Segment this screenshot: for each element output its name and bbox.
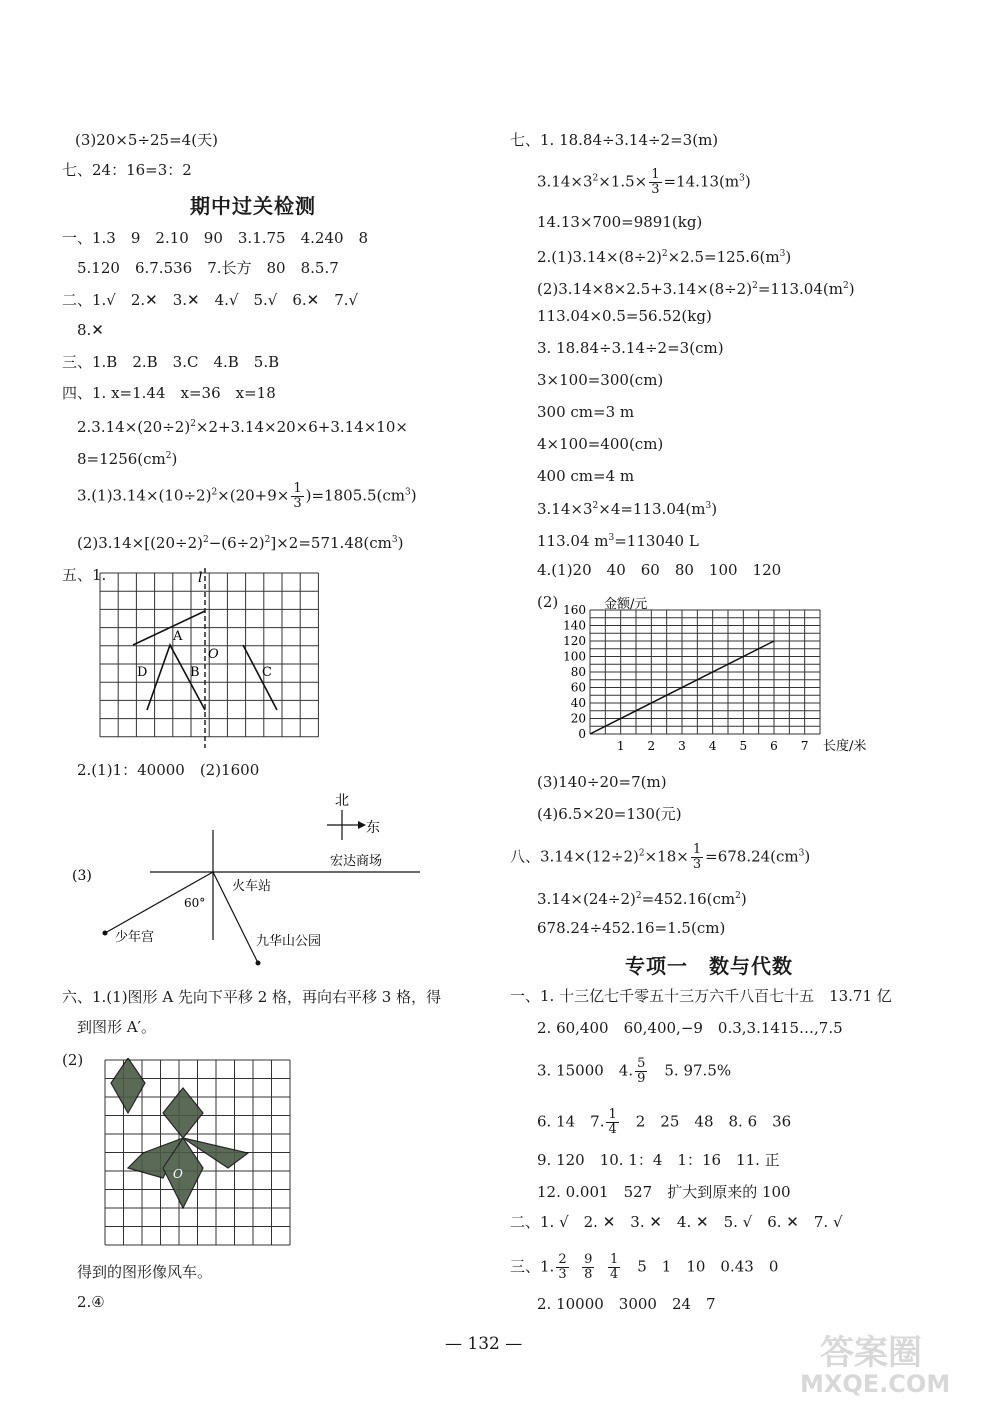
x-axis-label: 长度/米: [823, 739, 867, 754]
answer-line: 3. 18.84÷3.14÷2=3(cm): [537, 339, 724, 357]
symmetry-grid-figure: [95, 568, 340, 748]
answer-line: 300 cm=3 m: [537, 403, 635, 421]
answer-line: 得到的图形像风车。: [77, 1263, 213, 1281]
y-tick-label: 140: [563, 618, 586, 633]
answer-line: 一、1. 十三亿七千零五十三万六千八百七十五 13.71 亿: [510, 987, 892, 1005]
answer-line: 113.04 $m^3=113040$ L: [537, 532, 699, 550]
answer-line: 2. 60,400 60,400,−9 0.3,3.1415…,7.5: [537, 1019, 843, 1037]
answer-line: 3. 15000 4. $\frac{5}{9}$ 5. 97.5%: [537, 1056, 732, 1086]
x-tick-label: 3: [678, 739, 686, 753]
fraction: $\frac{1}{3}$: [692, 842, 702, 872]
answer-line: 七、1. 18.84÷3.14÷2=3(m): [510, 131, 719, 149]
fraction: $\frac{5}{9}$: [637, 1056, 646, 1086]
y-tick-label: 20: [570, 711, 586, 726]
east-arrow-icon: [358, 821, 366, 829]
answer-line: 二、1. √ 2. ✕ 3. ✕ 4. ✕ 5. √ 6. ✕ 7. √: [510, 1213, 843, 1231]
answer-line: 六、1.(1)图形 A 先向下平移 2 格，再向右平移 3 格，得: [62, 988, 442, 1006]
label-o: O: [208, 647, 219, 662]
answer-line: 14.13×700=9891(kg): [537, 213, 703, 231]
question-label: (3): [72, 868, 92, 884]
answer-line: $3.14\times(24\div 2)^2=452.16(cm^2)$: [537, 890, 747, 908]
east-label: 东: [366, 820, 380, 836]
answer-line: $3.(1)3.14\times(10\div 2)^2\times(20+9\times$ $\frac{1}{3}$ )$=1805.5(cm^3)$: [77, 481, 417, 511]
answer-line: 678.24÷452.16=1.5(cm): [537, 919, 726, 937]
label-c: C: [262, 665, 272, 680]
windmill-grid-figure: [103, 1058, 293, 1248]
watermark-url: MXQE.COM: [800, 1370, 951, 1398]
y-tick-label: 160: [563, 603, 586, 617]
line-chart: [555, 596, 875, 756]
answer-line: (3)20×5÷25=4(天): [75, 131, 218, 149]
fraction: $\frac{1}{3}$: [293, 481, 302, 511]
direction-map: [60, 785, 460, 975]
youth-palace-label: 少年宫: [115, 930, 155, 945]
y-tick-label: 40: [570, 696, 586, 710]
answer-line: 4.(1)20 40 60 80 100 120: [537, 561, 782, 579]
y-tick-label: 60: [570, 680, 586, 695]
section-heading: 专项一 数与代数: [625, 954, 793, 978]
label-o: O: [173, 1167, 183, 1181]
angle-label: 60°: [184, 896, 206, 910]
answer-line: $(2)3.14\times[(20\div 2)^2-(6\div 2)^2]\times 2=571.48(cm^3)$: [77, 534, 404, 552]
y-axis-label: 金额/元: [604, 597, 648, 612]
x-tick-label: 1: [616, 739, 625, 753]
answer-line: 2. 10000 3000 24 7: [537, 1295, 716, 1313]
answer-line: 三、1.B 2.B 3.C 4.B 5.B: [62, 353, 280, 371]
x-tick-label: 7: [800, 739, 809, 753]
fraction: $\frac{2}{3}$: [558, 1252, 567, 1282]
answer-line: 一、1.3 9 2.10 90 3.1.75 4.240 8: [62, 229, 369, 247]
y-tick-label: 80: [570, 665, 586, 679]
y-tick-label: 100: [563, 649, 586, 664]
answer-line: 3×100=300(cm): [537, 371, 664, 389]
answer-line: $3.14\times 3^2\times 1.5\times$ $\frac{1}{3}$ $=14.13(m^3)$: [537, 167, 751, 197]
y-tick-label: 120: [563, 634, 586, 648]
x-tick-label: 4: [708, 739, 717, 753]
north-label: 北: [335, 793, 349, 809]
watermark-logo: 答案圈: [820, 1333, 922, 1373]
answer-line: (4)6.5×20=130(元): [537, 805, 682, 823]
answer-line: (2): [62, 1051, 84, 1069]
answer-line: 113.04×0.5=56.52(kg): [537, 307, 712, 325]
y-tick-label: 0: [578, 727, 586, 741]
answer-line: 到图形 A′。: [77, 1018, 157, 1036]
answer-line: 9. 120 10. 1：4 1：16 11. 正: [537, 1151, 780, 1169]
fraction: $\frac{1}{4}$: [609, 1252, 619, 1282]
answer-line: 4×100=400(cm): [537, 435, 664, 453]
label-b: B: [190, 665, 200, 680]
answer-line: (2): [537, 593, 559, 611]
station-label: 火车站: [232, 879, 272, 894]
answer-line: 8.✕: [77, 321, 104, 339]
answer-line: 四、1. x=1.44 x=36 x=18: [62, 384, 276, 402]
x-tick-label: 2: [647, 739, 656, 753]
answer-line: (3)140÷20=7(m): [537, 773, 667, 791]
answer-line: 八、$3.14\times(12\div 2)^2\times 18\times$ $\frac{1}{3}$ $=678.24(cm^3)$: [510, 842, 811, 872]
answer-line: 三、1. $\frac{2}{3}$ $\frac{9}{8}$ $\frac{1}{4}$ 5 1 10 0.43 0: [510, 1252, 779, 1282]
answer-line: $8=1256(cm^2)$: [77, 450, 178, 468]
answer-line: $2.(1)3.14\times(8\div 2)^2\times 2.5=125.6(m^3)$: [537, 248, 792, 266]
x-tick-label: 6: [770, 739, 778, 753]
answer-line: $(2)3.14\times 8\times 2.5+3.14\times(8\div 2)^2=113.04(m^2)$: [537, 280, 855, 298]
fraction: $\frac{1}{4}$: [608, 1107, 617, 1137]
answer-line: 5.120 6.7.536 7.长方 80 8.5.7: [77, 259, 339, 277]
section-heading: 期中过关检测: [190, 194, 316, 218]
label-a: A: [173, 629, 183, 644]
answer-line: 2.(1)1：40000 (2)1600: [77, 761, 260, 779]
x-tick-label: 5: [739, 739, 748, 753]
answer-line: 12. 0.001 527 扩大到原来的 100: [537, 1183, 791, 1201]
answer-line: 二、1.√ 2.✕ 3.✕ 4.√ 5.√ 6.✕ 7.√: [62, 291, 359, 309]
answer-line: 七、24：16=3：2: [62, 161, 192, 179]
answer-line: $2.3.14\times(20\div 2)^2\times 2+3.14\times 20\times 6+3.14\times 10\times$: [77, 418, 408, 436]
kite-shape: [111, 1058, 145, 1113]
answer-line: 6. 14 7. $\frac{1}{4}$ 2 25 48 8. 6 36: [537, 1107, 792, 1137]
answer-line: 五、1.: [62, 566, 107, 584]
fraction: $\frac{1}{3}$: [651, 167, 660, 197]
answer-line: 400 cm=4 m: [537, 467, 635, 485]
answer-line: 2.④: [77, 1293, 105, 1311]
park-label: 九华山公园: [256, 934, 322, 949]
fraction: $\frac{9}{8}$: [584, 1252, 593, 1282]
page-number: — 132 —: [445, 1334, 523, 1354]
label-d: D: [137, 665, 148, 680]
axis-label: l: [198, 570, 203, 586]
answer-line: $3.14\times 3^2\times 4=113.04(m^3)$: [537, 500, 718, 518]
mall-label: 宏达商场: [330, 854, 383, 869]
